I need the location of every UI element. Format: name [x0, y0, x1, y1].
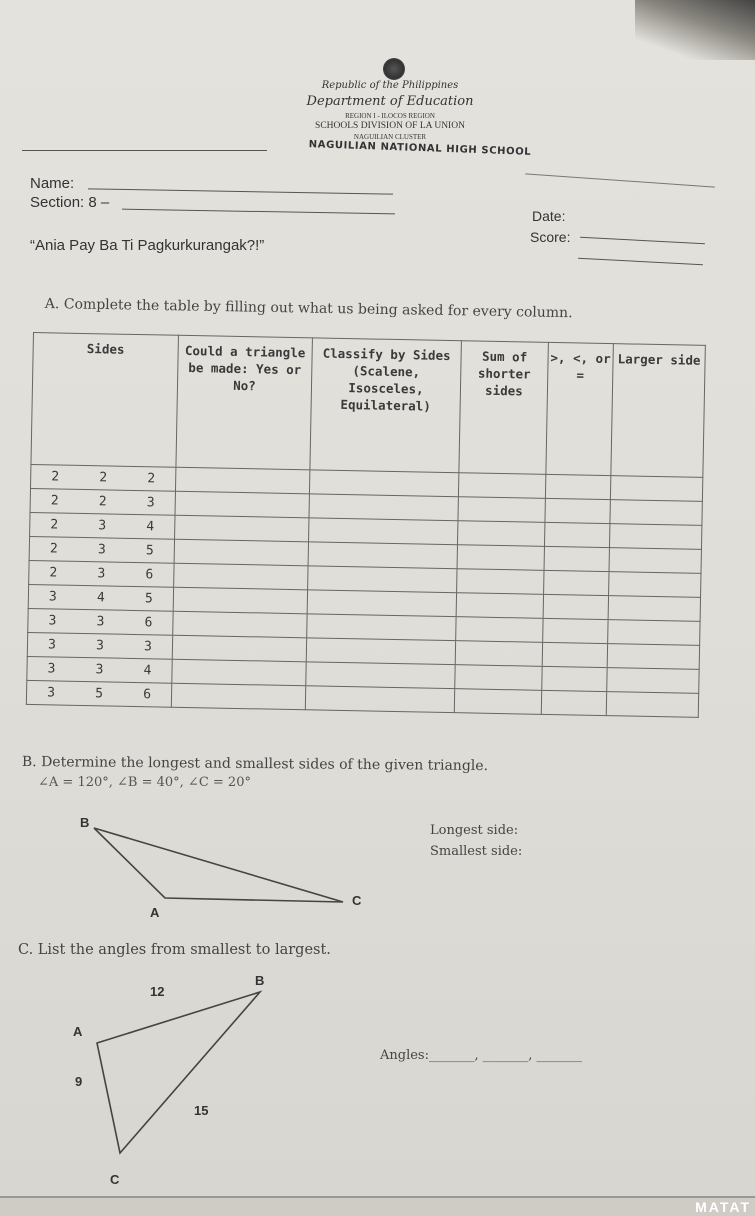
side-value: 6 [123, 682, 172, 707]
angles-answer-line[interactable]: Angles:_______, _______, _______ [380, 1048, 583, 1063]
triangle-c-side-bc: 15 [194, 1103, 209, 1118]
side-value: 2 [79, 489, 127, 514]
side-value: 3 [75, 657, 123, 682]
side-value: 2 [29, 536, 78, 561]
side-value: 3 [27, 632, 76, 657]
header-could-triangle: Could a triangle be made: Yes or No? [176, 335, 313, 470]
header-region: REGION I - ILOCOS REGION [345, 112, 435, 120]
header-classify: Classify by Sides (Scalene, Isosceles, Equilateral) [310, 338, 462, 473]
side-value: 2 [30, 464, 79, 489]
side-value: 5 [126, 538, 175, 563]
side-value: 5 [75, 681, 123, 706]
header-department: Department of Education [306, 94, 474, 109]
smallest-side-label: Smallest side: [430, 844, 523, 859]
section-label: Section: 8 – [30, 194, 110, 211]
longest-side-label: Longest side: [430, 823, 519, 838]
side-value: 2 [79, 465, 127, 490]
header-division: SCHOOLS DIVISION OF LA UNION [315, 121, 465, 131]
triangle-b [94, 828, 343, 902]
header-school: NAGUILIAN NATIONAL HIGH SCHOOL [308, 139, 532, 158]
triangle-c-vertex-b: B [255, 973, 265, 988]
side-value: 4 [126, 514, 175, 539]
footer-mark: MATAT [695, 1199, 751, 1215]
side-value: 4 [77, 585, 125, 610]
side-value: 6 [124, 610, 173, 635]
triangle-b-vertex-c: C [352, 893, 362, 908]
side-value: 3 [28, 584, 77, 609]
side-value: 3 [76, 633, 124, 658]
triangle-c [97, 992, 260, 1153]
part-c-instruction: C. List the angles from smallest to largest. [18, 942, 331, 958]
date-label: Date: [532, 208, 566, 224]
side-value: 3 [28, 608, 77, 633]
side-value: 2 [30, 488, 79, 513]
header-sides: Sides [31, 333, 179, 468]
name-label: Name: [30, 175, 75, 192]
side-value: 2 [30, 512, 79, 537]
triangle-b-vertex-b: B [80, 815, 90, 830]
triangle-c-vertex-a: A [73, 1024, 83, 1039]
side-value: 3 [127, 490, 176, 515]
worksheet-title: “Ania Pay Ba Ti Pagkurkurangak?!” [30, 237, 265, 254]
triangle-b-vertex-a: A [150, 905, 160, 920]
side-value: 3 [124, 634, 173, 659]
part-a-instruction: A. Complete the table by filling out what us being asked for every column. [44, 296, 573, 322]
header-larger-side: Larger side [611, 344, 706, 478]
side-value: 3 [77, 561, 125, 586]
side-value: 2 [29, 560, 78, 585]
side-value: 3 [27, 656, 76, 681]
side-value: 4 [123, 658, 172, 683]
side-value: 5 [125, 586, 174, 611]
triangle-c-vertex-c: C [110, 1172, 120, 1187]
side-value: 3 [78, 513, 126, 538]
triangle-c-side-ac: 9 [75, 1074, 83, 1089]
part-b-instruction: B. Determine the longest and smallest sides of the given triangle. [21, 754, 489, 775]
bottom-edge [0, 1196, 755, 1216]
score-label: Score: [530, 229, 571, 245]
header-cluster: NAGUILIAN CLUSTER [353, 133, 427, 141]
header-comparison: >, <, or = [546, 342, 614, 475]
side-value: 3 [26, 680, 75, 705]
part-b-angles: ∠A = 120°, ∠B = 40°, ∠C = 20° [38, 775, 251, 790]
header-republic: Republic of the Philippines [321, 80, 459, 91]
triangle-c-side-ab: 12 [150, 984, 165, 999]
side-value: 3 [76, 609, 124, 634]
header-sum-shorter: Sum of shorter sides [459, 341, 549, 475]
side-value: 3 [78, 537, 126, 562]
side-value: 6 [125, 562, 174, 587]
side-value: 2 [127, 466, 176, 491]
